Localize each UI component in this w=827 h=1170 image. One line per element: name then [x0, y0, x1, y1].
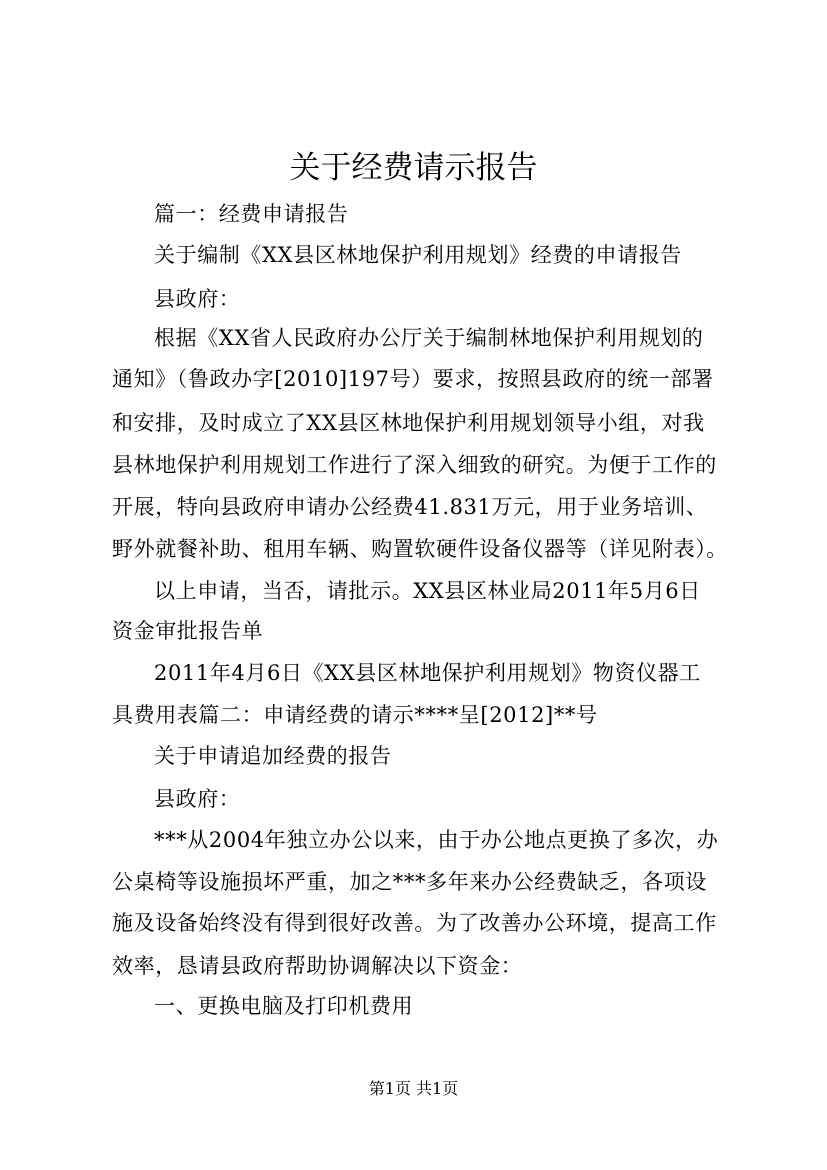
paragraph-line: 施及设备始终没有得到很好改善。为了改善办公环境，提高工作 [112, 911, 717, 935]
paragraph-line: 通知》（鲁政办字[2010]197号）要求，按照县政府的统一部署 [112, 367, 714, 391]
paragraph-line: 公桌椅等设施损坏严重，加之***多年来办公经费缺乏，各项设 [112, 870, 707, 894]
paragraph-line: 具费用表篇二：申请经费的请示****呈[2012]**号 [112, 703, 598, 727]
document-title: 关于经费请示报告 [289, 150, 538, 186]
paragraph-line: 关于申请追加经费的报告 [154, 744, 392, 768]
page-footer: 第1页 共1页 [368, 1079, 459, 1098]
paragraph-line: 一、更换电脑及打印机费用 [154, 994, 414, 1018]
paragraph-line: 以上申请，当否，请批示。XX县区林业局2011年5月6日 [154, 579, 701, 603]
paragraph-line: 和安排，及时成立了XX县区林地保护利用规划领导小组，对我 [112, 411, 705, 435]
paragraph-line: 2011年4月6日《XX县区林地保护利用规划》物资仪器工 [154, 661, 701, 685]
paragraph-line: 关于编制《XX县区林地保护利用规划》经费的申请报告 [154, 243, 682, 267]
paragraph-line: 县林地保护利用规划工作进行了深入细致的研究。为便于工作的 [112, 453, 717, 477]
paragraph-line: 篇一：经费申请报告 [154, 202, 349, 226]
paragraph-line: 资金审批报告单 [112, 619, 264, 643]
paragraph-line: 野外就餐补助、租用车辆、购置软硬件设备仪器等（详见附表）。 [112, 537, 728, 561]
paragraph-line: 县政府： [154, 787, 241, 811]
paragraph-line: ***从2004年独立办公以来，由于办公地点更换了多次，办 [154, 828, 719, 852]
paragraph-line: 开展，特向县政府申请办公经费41.831万元，用于业务培训、 [112, 495, 708, 519]
paragraph-line: 根据《XX省人民政府办公厅关于编制林地保护利用规划的 [154, 326, 704, 350]
paragraph-line: 县政府： [154, 287, 241, 311]
paragraph-line: 效率，恳请县政府帮助协调解决以下资金： [112, 954, 523, 978]
